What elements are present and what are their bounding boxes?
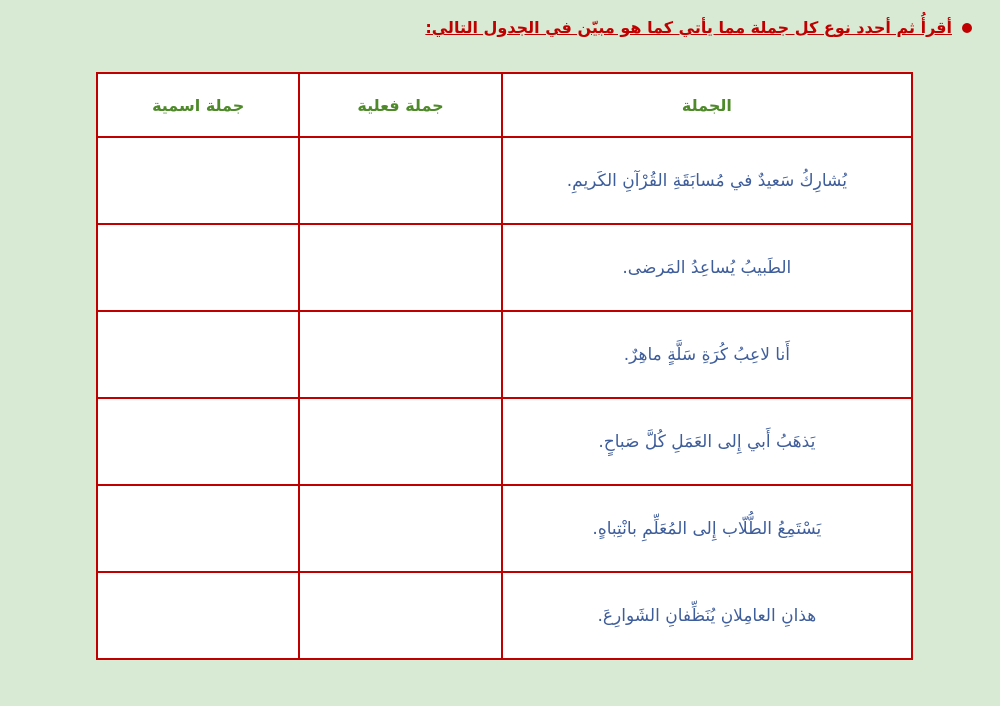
nominal-answer-cell[interactable] — [97, 137, 299, 224]
nominal-answer-cell[interactable] — [97, 485, 299, 572]
verbal-answer-cell[interactable] — [299, 485, 501, 572]
table-row — [97, 398, 912, 485]
header-verbal-sentence: جملة فعلية — [299, 73, 501, 137]
sentence-cell: هذانِ العامِلانِ يُنَظِّفانِ الشَوارِعَ. — [502, 572, 912, 659]
verbal-answer-cell[interactable] — [299, 572, 501, 659]
verbal-answer-cell[interactable] — [299, 398, 501, 485]
table-row — [97, 311, 912, 398]
table-row — [97, 485, 912, 572]
instruction — [425, 18, 972, 37]
verbal-answer-cell[interactable] — [299, 224, 501, 311]
bullet-icon — [962, 23, 972, 33]
sentence-cell: الطَبيبُ يُساعِدُ المَرضى. — [502, 224, 912, 311]
table-row — [97, 137, 912, 224]
instruction-text: أقرأُ ثم أحدد نوع كل جملة مما يأتي كما هو مبيّن في الجدول التالي: — [425, 18, 952, 37]
verbal-answer-cell[interactable] — [299, 311, 501, 398]
sentence-classification-table — [96, 72, 913, 660]
nominal-answer-cell[interactable] — [97, 398, 299, 485]
sentence-cell: يَذهَبُ أَبي إِلى العَمَلِ كُلَّ صَباحٍ. — [502, 398, 912, 485]
table-row — [97, 224, 912, 311]
verbal-answer-cell[interactable] — [299, 137, 501, 224]
header-nominal-sentence: جملة اسمية — [97, 73, 299, 137]
sentence-cell: أَنا لاعِبُ كُرَةِ سَلَّةٍ ماهِرٌ. — [502, 311, 912, 398]
sentence-cell: يَسْتَمِعُ الطُّلّاب إِلى المُعَلِّمِ بانْتِباهٍ. — [502, 485, 912, 572]
sentence-cell: يُشارِكُ سَعيدٌ في مُسابَقَةِ القُرْآنِ الكَريمِ. — [502, 137, 912, 224]
nominal-answer-cell[interactable] — [97, 311, 299, 398]
table-row — [97, 572, 912, 659]
table-header-row — [97, 73, 912, 137]
nominal-answer-cell[interactable] — [97, 572, 299, 659]
nominal-answer-cell[interactable] — [97, 224, 299, 311]
header-sentence: الجملة — [502, 73, 912, 137]
